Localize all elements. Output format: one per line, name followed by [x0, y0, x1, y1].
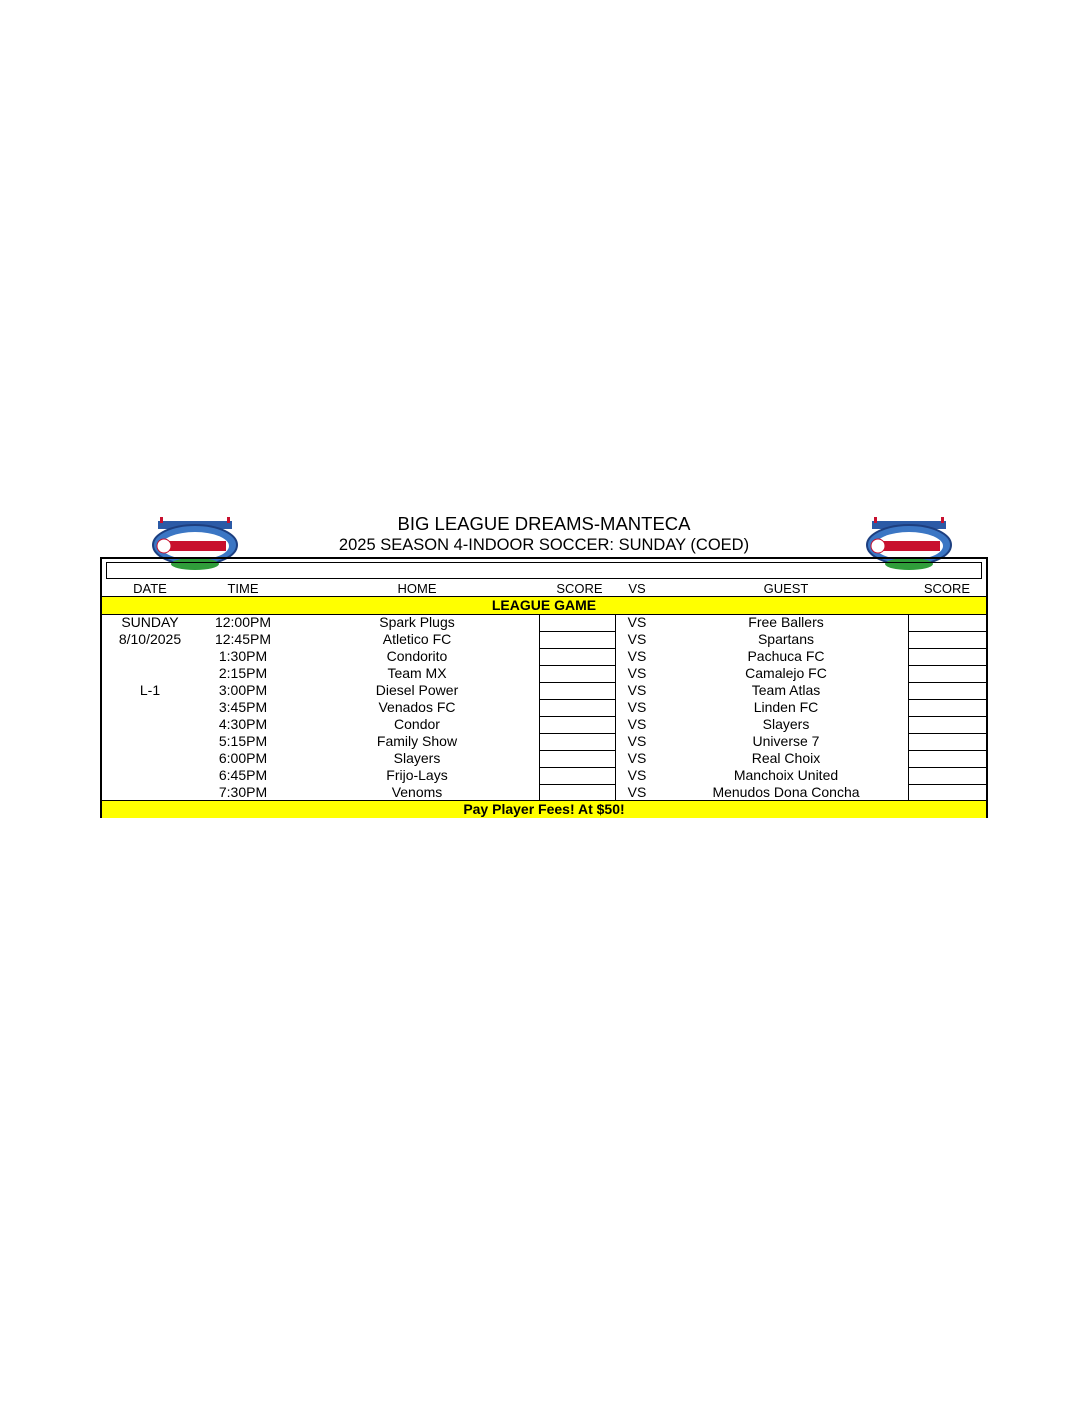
home-team-cell: Spark Plugs [379, 614, 455, 630]
table-row [102, 750, 986, 767]
home-score-box [539, 648, 616, 665]
home-score-box [539, 716, 616, 733]
blank-header-row [106, 562, 982, 579]
date-cell [102, 767, 198, 784]
column-header-vs: VS [628, 581, 646, 596]
home-score-box [539, 767, 616, 784]
column-header-home-score: SCORE [556, 581, 603, 596]
guest-team-cell: Linden FC [753, 699, 819, 715]
date-cell: SUNDAY [121, 614, 179, 630]
date-cell: L-1 [139, 682, 161, 698]
guest-score-box [908, 665, 988, 682]
guest-team-cell: Pachuca FC [747, 648, 825, 664]
guest-team-cell: Free Ballers [748, 614, 824, 630]
vs-cell: VS [627, 665, 647, 681]
guest-team-cell: Manchoix United [733, 767, 839, 783]
column-header-guest: GUEST [763, 581, 809, 596]
column-header-home: HOME [397, 581, 437, 596]
table-row [102, 665, 986, 682]
vs-cell: VS [627, 767, 647, 783]
time-cell: 5:15PM [218, 733, 268, 749]
vs-cell: VS [627, 648, 647, 664]
guest-score-box [908, 699, 988, 716]
player-fees-notice: Pay Player Fees! At $50! [102, 800, 986, 818]
table-row [102, 767, 986, 784]
vs-cell: VS [627, 699, 647, 715]
home-score-box [539, 699, 616, 716]
table-row [102, 784, 986, 801]
table-row [102, 733, 986, 750]
date-cell [102, 648, 198, 665]
guest-score-box [908, 750, 988, 767]
home-team-cell: Diesel Power [375, 682, 459, 698]
time-cell: 2:15PM [218, 665, 268, 681]
vs-cell: VS [627, 631, 647, 647]
guest-team-cell: Team Atlas [751, 682, 821, 698]
table-row [102, 699, 986, 716]
table-row [102, 614, 986, 631]
guest-score-box [908, 716, 988, 733]
table-row [102, 716, 986, 733]
guest-team-cell: Menudos Dona Concha [712, 784, 860, 800]
guest-score-box [908, 648, 988, 665]
date-cell: 8/10/2025 [118, 631, 182, 647]
guest-team-cell: Slayers [762, 716, 810, 732]
league-game-band: LEAGUE GAME [102, 596, 986, 615]
guest-score-box [908, 767, 988, 784]
page-title: BIG LEAGUE DREAMS-MANTECA [397, 513, 691, 534]
table-row [102, 631, 986, 648]
home-score-box [539, 665, 616, 682]
time-cell: 3:00PM [218, 682, 268, 698]
home-score-box [539, 750, 616, 767]
date-cell [102, 665, 198, 682]
time-cell: 12:45PM [214, 631, 272, 647]
time-cell: 3:45PM [218, 699, 268, 715]
guest-score-box [908, 733, 988, 750]
home-team-cell: Family Show [376, 733, 458, 749]
vs-cell: VS [627, 716, 647, 732]
home-score-box [539, 682, 616, 699]
table-row [102, 682, 986, 699]
home-score-box [539, 631, 616, 648]
guest-team-cell: Universe 7 [752, 733, 820, 749]
vs-cell: VS [627, 733, 647, 749]
time-cell: 4:30PM [218, 716, 268, 732]
home-team-cell: Venados FC [378, 699, 456, 715]
date-cell [102, 733, 198, 750]
column-header-guest-score: SCORE [923, 581, 971, 596]
time-cell: 1:30PM [218, 648, 268, 664]
guest-team-cell: Camalejo FC [745, 665, 827, 681]
guest-team-cell: Spartans [757, 631, 815, 647]
guest-team-cell: Real Choix [751, 750, 821, 766]
time-cell: 12:00PM [214, 614, 272, 630]
column-header-time: TIME [227, 581, 259, 596]
date-cell [102, 716, 198, 733]
date-cell [102, 750, 198, 767]
games-list [102, 614, 986, 801]
home-team-cell: Condor [394, 716, 440, 732]
column-header-date: DATE [133, 581, 167, 596]
date-cell [102, 699, 198, 716]
home-team-cell: Team MX [387, 665, 447, 681]
home-team-cell: Slayers [393, 750, 441, 766]
guest-score-box [908, 682, 988, 699]
schedule-table [100, 557, 988, 818]
guest-score-box [908, 631, 988, 648]
time-cell: 7:30PM [218, 784, 268, 800]
date-cell [102, 784, 198, 801]
home-team-cell: Atletico FC [382, 631, 452, 647]
page-subtitle: 2025 SEASON 4-INDOOR SOCCER: SUNDAY (COED) [338, 536, 750, 554]
vs-cell: VS [627, 750, 647, 766]
table-row [102, 648, 986, 665]
home-score-box [539, 784, 616, 801]
home-team-cell: Frijo-Lays [386, 767, 448, 783]
guest-score-box [908, 614, 988, 631]
home-team-cell: Condorito [386, 648, 448, 664]
guest-score-box [908, 784, 988, 801]
vs-cell: VS [627, 682, 647, 698]
vs-cell: VS [627, 784, 647, 800]
home-score-box [539, 614, 616, 631]
vs-cell: VS [627, 614, 647, 630]
home-score-box [539, 733, 616, 750]
home-team-cell: Venoms [391, 784, 443, 800]
time-cell: 6:00PM [218, 750, 268, 766]
time-cell: 6:45PM [218, 767, 268, 783]
